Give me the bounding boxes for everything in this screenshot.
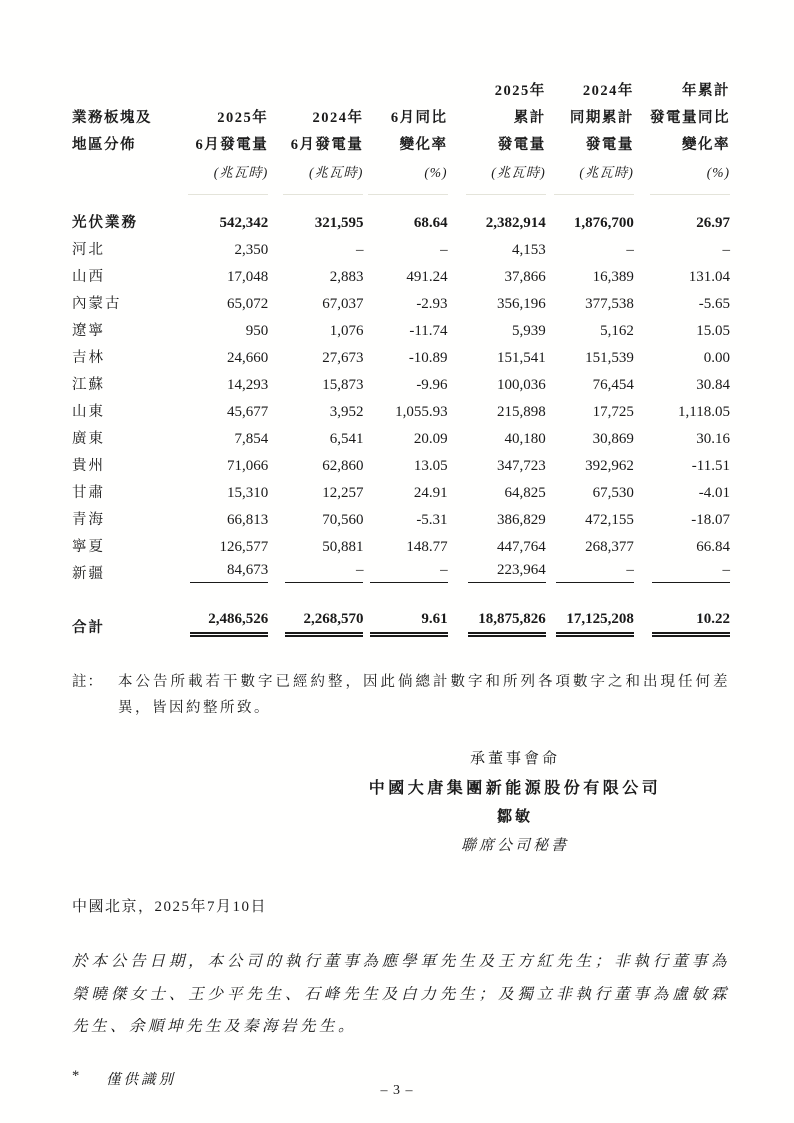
header-2024-jun-generation: 2024年 6月發電量 (兆瓦時) (268, 78, 363, 195)
table-row-solar-segment: 光伏業務 542,342 321,595 68.64 2,382,914 1,876,700 26.97 (72, 215, 730, 231)
table-row-xinjiang: 新疆 84,673 – – 223,964 – – (72, 562, 730, 582)
table-row-shandong: 山東 45,677 3,952 1,055.93 215,898 17,725 1,118.05 (72, 404, 730, 420)
company-name: 中國大唐集團新能源股份有限公司 (368, 780, 662, 798)
header-2025-cumulative: 2025年 累計 發電量 (兆瓦時) (448, 78, 546, 195)
signature-block (300, 745, 730, 861)
table-row-total: 合計 2,486,526 2,268,570 9.61 18,875,826 17,125,208 10.22 (72, 611, 730, 636)
table-row-guizhou: 貴州 71,066 62,860 13.05 347,723 392,962 -11.51 (72, 458, 730, 474)
by-order-of-board: 承董事會命 (469, 751, 560, 768)
note-text: 本公告所載若干數字已經約整，因此倘總計數字和所列各項數字之和出現任何差異，皆因約整所致。 (118, 674, 730, 717)
table-row-ningxia: 寧夏 126,577 50,881 148.77 447,764 268,377 66.84 (72, 539, 730, 555)
secretary-title: 聯席公司秘書 (460, 838, 569, 855)
table-row-liaoning: 遼寧 950 1,076 -11.74 5,939 5,162 15.05 (72, 323, 730, 339)
note-label: 註： (72, 674, 103, 690)
header-2025-jun-generation: 2025年 6月發電量 (兆瓦時) (165, 78, 268, 195)
header-jun-yoy-change: 6月同比 變化率 (%) (363, 78, 447, 195)
footnote-asterisk: * (72, 1067, 80, 1084)
table-row-hebei: 河北 2,350 – – 4,153 – – (72, 242, 730, 258)
table-row-qinghai: 青海 66,813 70,560 -5.31 386,829 472,155 -18.07 (72, 512, 730, 528)
generation-table (72, 78, 730, 637)
table-header-row (72, 78, 730, 195)
dateline: 中國北京，2025年7月10日 (72, 899, 268, 916)
table-row-shanxi: 山西 17,048 2,883 491.24 37,866 16,389 131.04 (72, 269, 730, 285)
table-row-inner-mongolia: 內蒙古 65,072 67,037 -2.93 356,196 377,538 -5.65 (72, 296, 730, 312)
table-row-gansu: 甘肅 15,310 12,257 24.91 64,825 67,530 -4.01 (72, 485, 730, 501)
header-segment-region: 業務板塊及 地區分佈 (72, 110, 152, 153)
footnote-text: 僅供識別 (106, 1071, 176, 1088)
header-2024-cumulative: 2024年 同期累計 發電量 (兆瓦時) (546, 78, 634, 195)
directors-paragraph: 於本公告日期，本公司的執行董事為應學軍先生及王方紅先生；非執行董事為榮曉傑女士、王少平先生、石峰先生及白力先生；及獨立非執行董事為盧敏霖先生、余順坤先生及秦海岩先生。 (72, 953, 730, 1036)
secretary-name: 鄒敏 (496, 809, 533, 826)
table-row-guangdong: 廣東 7,854 6,541 20.09 40,180 30,869 30.16 (72, 431, 730, 447)
table-row-jilin: 吉林 24,660 27,673 -10.89 151,541 151,539 0.00 (72, 350, 730, 366)
rounding-note (72, 669, 730, 721)
page-number: – 3 – (380, 1083, 414, 1098)
table-row-jiangsu: 江蘇 14,293 15,873 -9.96 100,036 76,454 30.84 (72, 377, 730, 393)
header-cumulative-yoy-change: 年累計 發電量同比 變化率 (%) (634, 78, 730, 195)
